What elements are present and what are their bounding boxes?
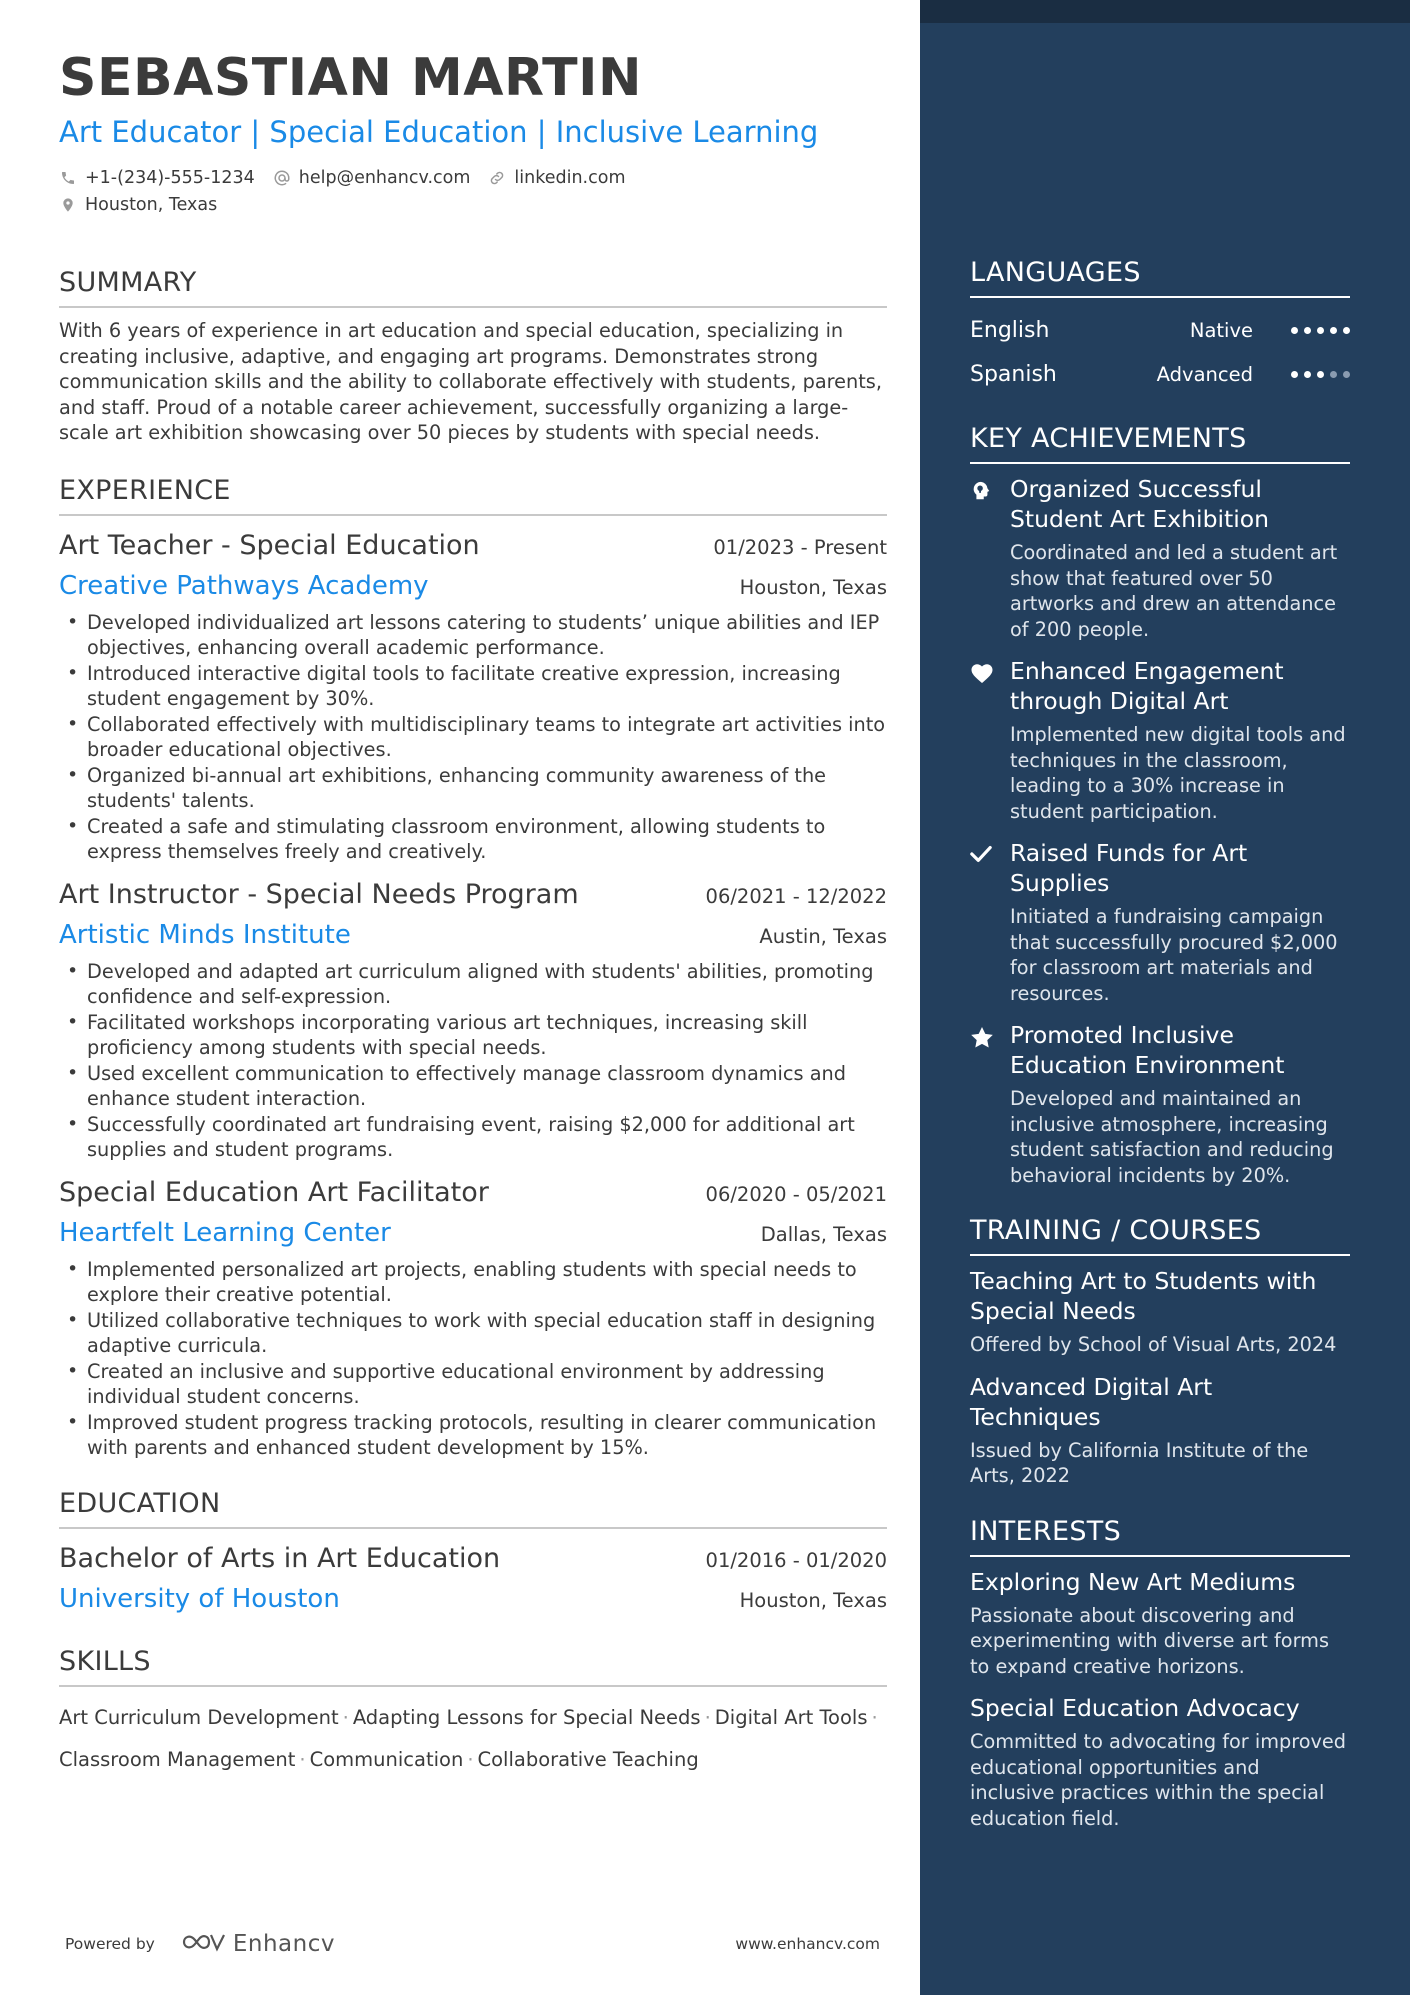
filled-dot: [1291, 371, 1298, 378]
job-location: Austin, Texas: [759, 924, 887, 948]
bullet-item: • Improved student progress tracking protocols, resulting in clearer communication with parents and enhanced student development by 15%.: [59, 1410, 887, 1461]
achievement-title: Organized Successful Student Art Exhibition: [1010, 475, 1270, 533]
skills-section: [59, 1645, 887, 1781]
job-entry: [59, 875, 887, 1163]
language-level: Advanced: [1156, 362, 1253, 386]
interest-title: Exploring New Art Mediums: [970, 1567, 1296, 1596]
location-contact: [59, 195, 217, 215]
skills-line: Art Curriculum Development · Adapting Lessons for Special Needs · Digital Art Tools ·: [59, 1705, 878, 1729]
job-date: 06/2020 - 05/2021: [705, 1182, 887, 1206]
job-entry: [59, 1173, 887, 1461]
training-section: [970, 1214, 1350, 1489]
achievement-title: Promoted Inclusive Education Environment: [1010, 1021, 1285, 1079]
language-item: [970, 352, 1350, 396]
interests-section: [970, 1515, 1350, 1832]
filled-dot: [1291, 327, 1298, 334]
summary-section: [59, 266, 887, 446]
candidate-name: SEBASTIAN MARTIN: [59, 48, 643, 108]
job-date: 01/2023 - Present: [713, 535, 887, 559]
enhancv-logo-icon: [181, 1930, 227, 1958]
job-organization: Heartfelt Learning Center: [59, 1217, 391, 1248]
achievement-desc: Initiated a fundraising campaign that successfully procured $2,000 for classroom art materials and resources.: [1010, 905, 1338, 1005]
bullet-item: • Created a safe and stimulating classroom environment, allowing students to express themselves freely and creatively.: [59, 814, 887, 865]
achievement-title: Enhanced Engagement through Digital Art: [1010, 657, 1284, 715]
footer-url[interactable]: www.enhancv.com: [735, 1935, 880, 1953]
checkmark-icon: [970, 838, 1010, 1006]
contact-info: [59, 164, 920, 218]
achievement-desc: Implemented new digital tools and techniques in the classroom, leading to a 30% increase in student participation.: [1010, 723, 1346, 823]
location-pin-icon: [59, 196, 77, 214]
bullet-item: • Introduced interactive digital tools to facilitate creative expression, increasing student engagement by 30%.: [59, 661, 887, 712]
bullet-item: • Successfully coordinated art fundraising event, raising $2,000 for additional art supplies and student programs.: [59, 1112, 887, 1163]
bullet-item: • Used excellent communication to effectively manage classroom dynamics and enhance student interaction.: [59, 1061, 887, 1112]
interest-desc: Passionate about discovering and experimenting with diverse art forms to expand creative horizons.: [970, 1603, 1329, 1678]
skills-title: SKILLS: [59, 1645, 887, 1687]
footer: [65, 1930, 880, 1958]
filled-dot: [1343, 327, 1350, 334]
proficiency-dots: [1285, 327, 1350, 334]
course-item: [970, 1266, 1350, 1358]
lightbulb-head-icon: [970, 474, 1010, 642]
at-icon: [273, 169, 291, 187]
filled-dot: [1317, 327, 1324, 334]
bullet-item: • Implemented personalized art projects, enabling students with special needs to explore their creative potential.: [59, 1257, 887, 1308]
job-entry: [59, 526, 887, 865]
empty-dot: [1330, 371, 1337, 378]
empty-dot: [1343, 371, 1350, 378]
skill-tag: Adapting Lessons for Special Needs: [352, 1705, 701, 1729]
skill-tag: Art Curriculum Development: [59, 1705, 339, 1729]
education-title: EDUCATION: [59, 1487, 887, 1529]
degree: Bachelor of Arts in Art Education: [59, 1542, 501, 1574]
job-organization: Artistic Minds Institute: [59, 919, 351, 950]
job-date: 06/2021 - 12/2022: [705, 884, 887, 908]
bullet-item: • Organized bi-annual art exhibitions, enhancing community awareness of the students' talents.: [59, 763, 887, 814]
skill-tag: Digital Art Tools: [714, 1705, 868, 1729]
interest-item: [970, 1567, 1350, 1680]
education-date: 01/2016 - 01/2020: [705, 1548, 887, 1572]
language-level: Native: [1189, 318, 1253, 342]
bullet-item: • Created an inclusive and supportive educational environment by addressing individual student concerns.: [59, 1359, 887, 1410]
achievements-section: [970, 422, 1350, 1188]
location-text: Houston, Texas: [85, 194, 218, 215]
email-contact[interactable]: [273, 168, 471, 188]
experience-title: EXPERIENCE: [59, 474, 887, 516]
education-location: Houston, Texas: [739, 1588, 887, 1612]
job-location: Houston, Texas: [739, 575, 887, 599]
job-organization: Creative Pathways Academy: [59, 570, 429, 601]
bullet-item: • Utilized collaborative techniques to work with special education staff in designing adaptive curricula.: [59, 1308, 887, 1359]
email-text: help@enhancv.com: [298, 167, 471, 188]
course-desc: Issued by California Institute of the Arts, 2022: [970, 1438, 1309, 1487]
sidebar: [920, 0, 1410, 1995]
languages-title: LANGUAGES: [970, 256, 1350, 298]
achievement-item: [970, 474, 1350, 642]
course-desc: Offered by School of Visual Arts, 2024: [970, 1333, 1337, 1356]
phone-icon: [59, 169, 77, 187]
link-icon: [488, 169, 506, 187]
language-name: English: [970, 317, 1050, 343]
skill-tag: Classroom Management: [59, 1747, 296, 1771]
skill-tag: Communication: [309, 1747, 464, 1771]
headline: Art Educator | Special Education | Inclusive Learning: [59, 115, 819, 149]
bullet-item: • Collaborated effectively with multidisciplinary teams to integrate art activities into broader educational objectives.: [59, 712, 887, 763]
summary-title: SUMMARY: [59, 266, 887, 308]
achievement-title: Raised Funds for Art Supplies: [1010, 839, 1248, 897]
job-title: Art Instructor - Special Needs Program: [59, 878, 579, 910]
bullet-item: • Developed and adapted art curriculum aligned with students' abilities, promoting confidence and self-expression.: [59, 959, 887, 1010]
interests-title: INTERESTS: [970, 1515, 1350, 1557]
bullet-item: • Facilitated workshops incorporating various art techniques, increasing skill proficiency among students with special needs.: [59, 1010, 887, 1061]
job-bullets: [59, 610, 887, 865]
achievement-desc: Coordinated and led a student art show that featured over 50 artworks and drew an attendance of 200 people.: [1010, 541, 1338, 641]
job-title: Special Education Art Facilitator: [59, 1176, 489, 1208]
filled-dot: [1317, 371, 1324, 378]
phone-contact[interactable]: [59, 168, 255, 188]
linkedin-contact[interactable]: [488, 168, 625, 188]
achievement-item: [970, 838, 1350, 1006]
job-location: Dallas, Texas: [760, 1222, 887, 1246]
heart-icon: [970, 656, 1010, 824]
job-bullets: [59, 1257, 887, 1461]
skills-line: Classroom Management · Communication · Collaborative Teaching: [59, 1747, 699, 1771]
powered-by-label: Powered by: [65, 1935, 155, 1953]
filled-dot: [1304, 327, 1311, 334]
school: University of Houston: [59, 1583, 340, 1614]
interest-item: [970, 1693, 1350, 1831]
achievements-title: KEY ACHIEVEMENTS: [970, 422, 1350, 464]
summary-text: With 6 years of experience in art education and special education, specializing in creating inclusive, adaptive, and engaging art programs. Demonstrates strong communication skills and the ability to collaborate effectively with students, parents, and staff. Proud of a notable career achievement, successfully organizing a large-scale art exhibition showcasing over 50 pieces by students with special needs.: [59, 319, 882, 444]
filled-dot: [1304, 371, 1311, 378]
achievement-item: [970, 1020, 1350, 1188]
filled-dot: [1330, 327, 1337, 334]
proficiency-dots: [1285, 371, 1350, 378]
interest-desc: Committed to advocating for improved educational opportunities and inclusive practices within the special education field.: [970, 1730, 1347, 1830]
brand-name: Enhancv: [232, 1931, 335, 1957]
experience-section: [59, 474, 887, 1461]
course-title: Teaching Art to Students with Special Needs: [970, 1267, 1317, 1325]
language-name: Spanish: [970, 361, 1057, 387]
language-item: [970, 308, 1350, 352]
job-title: Art Teacher - Special Education: [59, 529, 480, 561]
achievement-item: [970, 656, 1350, 824]
achievement-desc: Developed and maintained an inclusive atmosphere, increasing student satisfaction and reducing behavioral incidents by 20%.: [1010, 1087, 1334, 1187]
education-section: [59, 1487, 887, 1619]
star-icon: [970, 1020, 1010, 1188]
course-title: Advanced Digital Art Techniques: [970, 1372, 1213, 1431]
linkedin-text: linkedin.com: [514, 167, 626, 188]
course-item: [970, 1372, 1350, 1489]
job-bullets: [59, 959, 887, 1163]
skill-tag: Collaborative Teaching: [477, 1747, 699, 1771]
powered-by[interactable]: [65, 1930, 335, 1958]
bullet-item: • Developed individualized art lessons catering to students’ unique abilities and IEP objectives, enhancing overall academic performance.: [59, 610, 887, 661]
training-title: TRAINING / COURSES: [970, 1214, 1350, 1256]
interest-title: Special Education Advocacy: [970, 1694, 1300, 1722]
languages-section: [970, 256, 1350, 396]
sidebar-top-bar: [920, 0, 1410, 23]
phone-text: +1-(234)-555-1234: [85, 167, 255, 188]
